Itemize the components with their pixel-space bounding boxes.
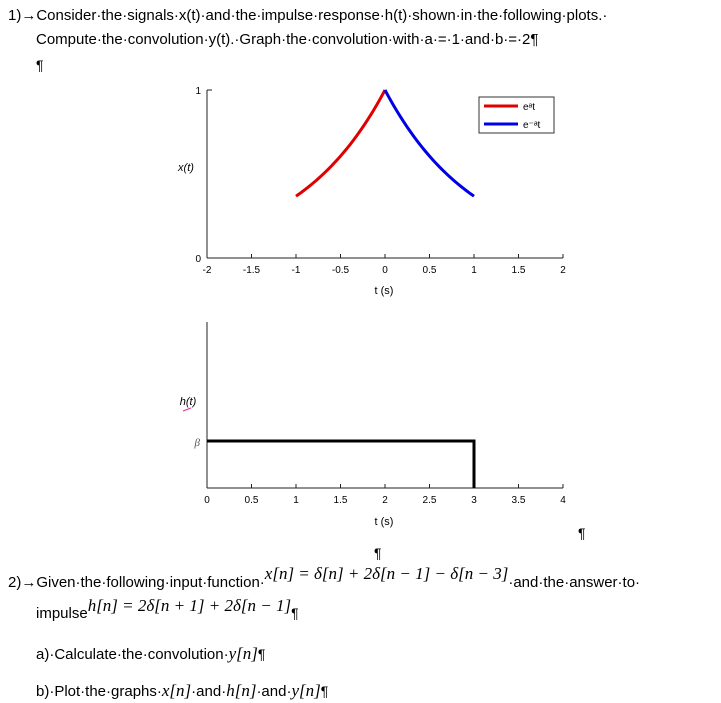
pilcrow: ¶	[257, 646, 266, 662]
legend-label-e-neg-at: e⁻ᵃt	[523, 120, 541, 131]
part-b-and1: ·and·	[191, 683, 227, 700]
problem1-line2: Compute·the·convolution·y(t).·Graph·the·convolution·with·a·=·1·and·b·=·2¶	[36, 31, 539, 48]
part-a-math: y[n]	[228, 644, 258, 663]
xtick-label: 0	[204, 495, 210, 506]
part-b	[36, 682, 328, 701]
part-b-x: x[n]	[161, 681, 192, 700]
xtick-label: 1	[293, 495, 299, 506]
y-axis-label: x(t)	[178, 162, 194, 174]
xtick-label: 2	[382, 495, 388, 506]
series-e-neg-at-line	[385, 90, 474, 196]
h-series-line	[207, 441, 474, 488]
ytick-1: 1	[195, 86, 201, 97]
ink-mark	[183, 408, 191, 411]
problem1-line1: 1)→Consider·the·signals·x(t)·and·the·impulse·response·h(t)·shown·in·the·following·plots.·	[8, 7, 608, 24]
xtick-label: -1	[291, 265, 301, 276]
y-axis-label: h(t)	[179, 396, 197, 408]
part-b-y: y[n]	[291, 681, 321, 700]
xtick-label: -1.5	[242, 265, 261, 276]
ytick-beta: β	[194, 437, 200, 449]
series-e-at-line	[296, 90, 385, 196]
xtick-label: 2.5	[422, 495, 437, 506]
ytick-0: 0	[195, 254, 201, 265]
xtick-label: 1.5	[333, 495, 348, 506]
pilcrow: ¶	[320, 683, 329, 699]
pilcrow-center: ¶	[374, 545, 382, 561]
xtick-label: 1.5	[511, 265, 526, 276]
pilcrow: ¶	[36, 57, 44, 73]
x-ticks	[204, 484, 566, 506]
pilcrow: ¶	[291, 605, 299, 621]
h-equation: h[n] = 2δ[n + 1] + 2δ[n − 1]	[87, 596, 292, 615]
problem2-line2	[36, 596, 299, 623]
xtick-label: 3	[471, 495, 477, 506]
x-axis-label: t (s)	[374, 285, 394, 297]
legend-label-e-at: eᵃt	[523, 102, 536, 113]
xtick-label: 3.5	[511, 495, 526, 506]
impulse-label: impulse	[36, 605, 88, 622]
problem2-intro: 2)→Given·the·following·input·function·	[8, 574, 265, 591]
legend	[479, 97, 554, 133]
problem2-after-x: ·and·the·answer·to·	[508, 574, 641, 591]
problem2-line1	[8, 564, 641, 592]
pilcrow-right: ¶	[578, 525, 586, 541]
x-equation: x[n] = δ[n] + 2δ[n − 1] − δ[n − 3]	[264, 564, 509, 583]
part-a	[36, 645, 265, 664]
xtick-label: -2	[202, 265, 212, 276]
part-b-text: b)·Plot·the·graphs·	[36, 683, 162, 700]
xtick-label: -0.5	[331, 265, 350, 276]
xtick-label: 4	[560, 495, 566, 506]
part-a-text: a)·Calculate·the·convolution·	[36, 646, 229, 663]
part-b-and2: ·and·	[256, 683, 292, 700]
x-axis-label: t (s)	[374, 516, 394, 528]
plot-x-of-t	[177, 86, 566, 297]
xtick-label: 0.5	[244, 495, 259, 506]
plot-h-of-t	[180, 322, 566, 528]
xtick-label: 0.5	[422, 265, 437, 276]
part-b-h: h[n]	[226, 681, 257, 700]
x-ticks	[203, 254, 567, 276]
xtick-label: 0	[382, 265, 388, 276]
xtick-label: 1	[471, 265, 477, 276]
xtick-label: 2	[560, 265, 566, 276]
